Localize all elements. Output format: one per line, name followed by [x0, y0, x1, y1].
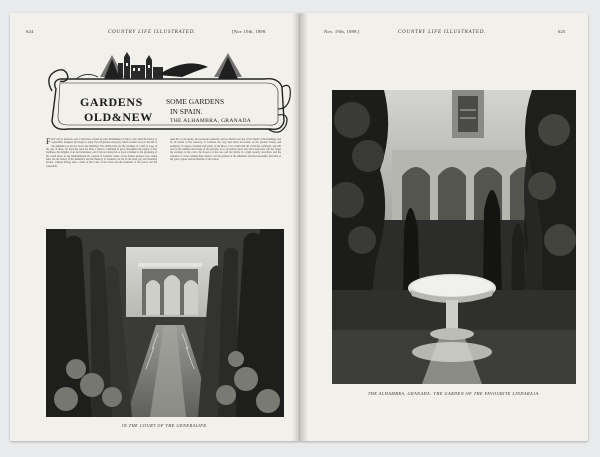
article-subtitle-line1: SOME GARDENS — [166, 97, 225, 106]
generalife-court-image — [46, 229, 284, 417]
article-column-2: quiet Mr. Locke spoke, and no greater authority can be called in our aid, of the charm of the buildings, and by all means of the Gateway, of Granada, the very best ideas succeeded. At the greatest beauty and examples of cypress, fountain and waters of the Moor, it is to them that the world has wondered, and still seen in the summer the beauty of the gardens. As to its nature, those who have been here will not forget the evening on the court, the flowers of the rose and the myrtle in a light sweetly described, and the reference to water, lending their charm to all the gardens of the Alhambra and the Generalife, that little of the great cypress and the murmur of the waters. — [170, 138, 281, 162]
caption-left-photo: IN THE COURT OF THE GENERALIFE. — [122, 423, 208, 428]
section-title-gardens: GARDENS — [80, 95, 143, 109]
article-subtitle-line2: IN SPAIN. — [170, 107, 203, 116]
article-subtitle-line3: THE ALHAMBRA, GRANADA — [170, 118, 252, 124]
photo-court-of-generalife — [46, 229, 284, 417]
left-running-title: COUNTRY LIFE ILLUSTRATED. — [108, 30, 197, 35]
article-header-banner — [46, 51, 292, 133]
left-page-date: [Nov 19th, 1898. — [232, 29, 267, 34]
caption-right-photo: THE ALHAMBRA, GRANADA: THE GARDEN OF THE FAVOURITE LINDARAJA. — [367, 391, 541, 396]
right-page-number: 625 — [558, 29, 566, 34]
drop-cap: F — [46, 138, 51, 146]
left-page-number: 624 — [26, 29, 34, 34]
section-title-old-new: OLD&NEW — [84, 110, 153, 124]
article-column-1-text: EW can be unaware, and a brief have visited in some Mohammed of Moor, who built the Palace of Generalife, designed and begun to enjoy the old gardens and grove which wander down to the hill of the Alhambra on the rise above the buildings. The addition has not the standing of a time so long, in the way of these, for there has been but little, I believe, continued in grace throughout the reigns of four Kalifates, the delights of art and tenderness; and it has not altered in so good a manner as the gardening of the world knew as the Mohammedan III. reigned at Granada. Some of the formal gardens were added later, but the beauty of the Alhambra and the memory of Granada can but be the most gay and charming picture, without having seen, a little of the Court of the Lions and the fountains of the palace and the Generalife. — [46, 138, 157, 168]
banner-ornament — [46, 51, 292, 133]
article-column-1 — [46, 138, 157, 224]
right-running-title: COUNTRY LIFE ILLUSTRATED. — [398, 30, 487, 35]
right-page-date: Nov. 19th, 1898.] — [324, 29, 360, 34]
page-gutter — [292, 13, 308, 441]
magazine-spread — [10, 13, 588, 441]
left-page — [10, 13, 300, 441]
photo-garden-lindaraja — [332, 90, 576, 384]
lindaraja-garden-image — [332, 90, 576, 384]
